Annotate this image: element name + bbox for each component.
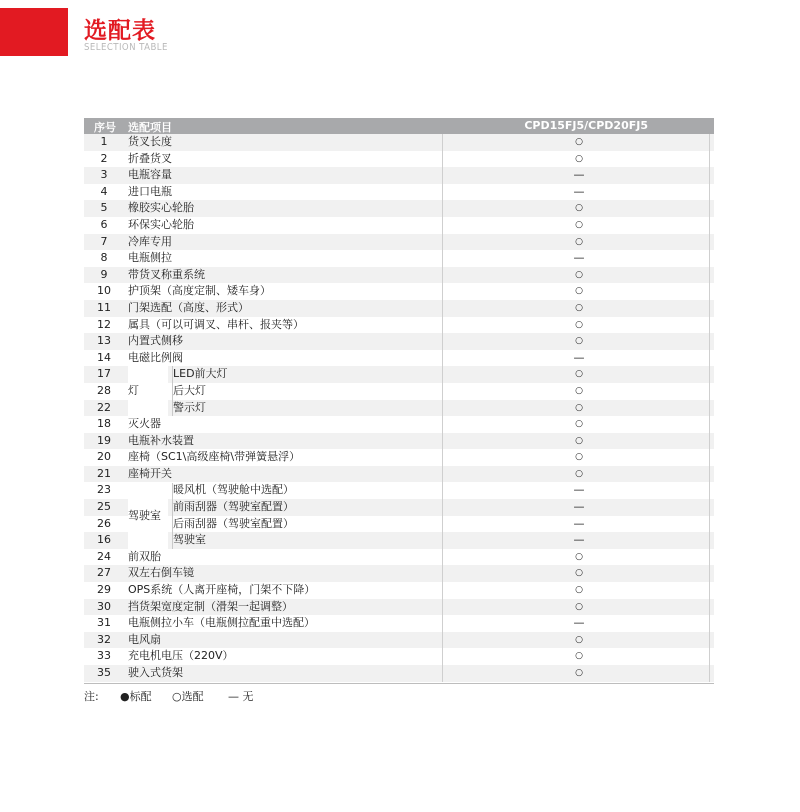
- row-item: 折叠货叉: [128, 151, 172, 165]
- row-item: 电瓶侧拉小车（电瓶侧拉配重中选配）: [128, 616, 315, 630]
- column-divider: [442, 250, 443, 267]
- row-number: 11: [97, 300, 111, 314]
- table-row: [84, 449, 714, 466]
- table-row: [84, 151, 714, 168]
- row-number: 18: [97, 417, 111, 431]
- row-value: ○: [575, 319, 583, 330]
- column-divider: [442, 167, 443, 184]
- row-number: 25: [97, 500, 111, 514]
- column-divider: [709, 234, 710, 251]
- column-divider: [442, 532, 443, 549]
- row-value: —: [573, 516, 585, 530]
- row-item: 暖风机（驾驶舱中选配）: [173, 483, 294, 497]
- row-item: 挡货架宽度定制（滑架一起调整）: [128, 599, 293, 613]
- row-item: LED前大灯: [173, 367, 228, 381]
- table-row: [84, 599, 714, 616]
- column-divider: [709, 200, 710, 217]
- row-number: 19: [97, 433, 111, 447]
- row-value: ○: [575, 419, 583, 430]
- column-divider: [709, 565, 710, 582]
- row-value: ○: [575, 634, 583, 645]
- row-item: 带货叉称重系统: [128, 267, 205, 281]
- table-row: [84, 433, 714, 450]
- column-divider: [709, 466, 710, 483]
- note-standard: ●标配: [120, 690, 152, 703]
- row-number: 14: [97, 350, 111, 364]
- row-value: ○: [575, 153, 583, 164]
- row-item: OPS系统（人离开座椅，门架不下降）: [128, 583, 316, 597]
- column-divider: [442, 549, 443, 566]
- row-item: 电风扇: [128, 632, 161, 646]
- column-divider: [709, 632, 710, 649]
- row-value: ○: [575, 302, 583, 313]
- column-divider: [709, 217, 710, 234]
- row-value: ○: [575, 468, 583, 479]
- row-value: ○: [575, 585, 583, 596]
- column-divider: [442, 200, 443, 217]
- column-divider: [442, 433, 443, 450]
- column-divider: [709, 549, 710, 566]
- column-divider: [442, 599, 443, 616]
- row-number: 10: [97, 284, 111, 298]
- row-item: 货叉长度: [128, 135, 172, 148]
- row-value: ○: [575, 336, 583, 347]
- table-row: [84, 200, 714, 217]
- row-value: ○: [575, 385, 583, 396]
- row-value: ○: [575, 601, 583, 612]
- column-divider: [442, 333, 443, 350]
- row-value: ○: [575, 236, 583, 247]
- row-value: ○: [575, 219, 583, 230]
- row-number: 24: [97, 549, 111, 563]
- column-divider: [709, 532, 710, 549]
- row-item: 座椅（SC1\高级座椅\带弹簧悬浮）: [128, 450, 301, 464]
- column-divider: [442, 350, 443, 367]
- table-row: [84, 167, 714, 184]
- group-label: 驾驶室: [128, 483, 168, 549]
- column-divider: [709, 648, 710, 665]
- row-value: ○: [575, 137, 583, 147]
- row-item: 环保实心轮胎: [128, 217, 194, 231]
- table-row: [84, 383, 714, 400]
- row-value: —: [573, 350, 585, 364]
- row-number: 30: [97, 599, 111, 613]
- column-divider: [442, 516, 443, 533]
- column-divider: [442, 499, 443, 516]
- row-value: ○: [575, 203, 583, 214]
- row-value: ○: [575, 402, 583, 413]
- row-item: 电瓶容量: [128, 168, 172, 182]
- row-value: —: [573, 616, 585, 630]
- row-number: 28: [97, 383, 111, 397]
- table-row: [84, 300, 714, 317]
- row-item: 内置式侧移: [128, 334, 183, 348]
- column-divider: [709, 300, 710, 317]
- column-divider: [709, 400, 710, 417]
- selection-table: [84, 118, 714, 682]
- table-row: [84, 333, 714, 350]
- row-item: 充电机电压（220V）: [128, 649, 234, 663]
- row-number: 4: [100, 184, 108, 198]
- row-number: 1: [100, 135, 108, 148]
- row-item: 电瓶侧拉: [128, 251, 172, 265]
- row-item: 座椅开关: [128, 466, 172, 480]
- row-value: ○: [575, 551, 583, 562]
- column-divider: [442, 565, 443, 582]
- table-row: [84, 250, 714, 267]
- table-row: [84, 632, 714, 649]
- column-divider: [709, 449, 710, 466]
- row-item: 门架选配（高度、形式）: [128, 300, 249, 314]
- group-divider: [172, 483, 173, 549]
- column-divider: [709, 482, 710, 499]
- row-value: —: [573, 500, 585, 514]
- column-divider: [709, 582, 710, 599]
- table-row: [84, 516, 714, 533]
- brand-color-block: [0, 8, 68, 56]
- header-model: CPD15FJ5/CPD20FJ5: [524, 119, 648, 132]
- row-number: 2: [100, 151, 108, 165]
- row-value: —: [573, 184, 585, 198]
- column-divider: [442, 416, 443, 433]
- table-row: [84, 582, 714, 599]
- row-value: ○: [575, 435, 583, 446]
- group-label: 灯: [128, 366, 168, 416]
- row-number: 26: [97, 516, 111, 530]
- row-number: 9: [100, 267, 108, 281]
- row-value: —: [573, 533, 585, 547]
- column-divider: [442, 383, 443, 400]
- column-divider: [442, 317, 443, 334]
- column-divider: [709, 151, 710, 168]
- column-divider: [442, 400, 443, 417]
- row-number: 5: [100, 201, 108, 215]
- row-value: ○: [575, 651, 583, 662]
- table-row: [84, 400, 714, 417]
- column-divider: [709, 615, 710, 632]
- row-number: 23: [97, 483, 111, 497]
- row-item: 后雨刮器（驾驶室配置）: [173, 516, 294, 530]
- table-row: [84, 565, 714, 582]
- row-number: 13: [97, 334, 111, 348]
- row-number: 29: [97, 583, 111, 597]
- row-item: 前双胎: [128, 549, 161, 563]
- row-value: ○: [575, 452, 583, 463]
- table-header: [84, 118, 714, 134]
- row-item: 后大灯: [173, 383, 206, 397]
- row-number: 17: [97, 367, 111, 381]
- column-divider: [442, 615, 443, 632]
- header-no: 序号: [94, 121, 116, 134]
- row-value: —: [573, 251, 585, 265]
- column-divider: [709, 499, 710, 516]
- row-item: 灭火器: [128, 417, 161, 431]
- row-item: 电瓶补水装置: [128, 433, 194, 447]
- page-subtitle: SELECTION TABLE: [84, 42, 168, 53]
- column-divider: [709, 366, 710, 383]
- row-item: 前雨刮器（驾驶室配置）: [173, 500, 294, 514]
- row-value: ○: [575, 369, 583, 380]
- column-divider: [709, 250, 710, 267]
- row-item: 冷库专用: [128, 234, 172, 248]
- row-number: 3: [100, 168, 108, 182]
- column-divider: [442, 665, 443, 682]
- header-item: 选配项目: [128, 121, 172, 134]
- table-row: [84, 134, 714, 151]
- row-item: 进口电瓶: [128, 184, 172, 198]
- row-value: ○: [575, 568, 583, 579]
- table-row: [84, 532, 714, 549]
- table-row: [84, 184, 714, 201]
- page-title: 选配表: [84, 18, 156, 44]
- column-divider: [709, 134, 710, 151]
- column-divider: [442, 449, 443, 466]
- column-divider: [442, 217, 443, 234]
- column-divider: [442, 267, 443, 284]
- row-number: 22: [97, 400, 111, 414]
- table-row: [84, 267, 714, 284]
- column-divider: [442, 582, 443, 599]
- column-divider: [709, 599, 710, 616]
- column-divider: [709, 350, 710, 367]
- table-row: [84, 416, 714, 433]
- row-value: ○: [575, 269, 583, 280]
- note-none: — 无: [228, 690, 254, 703]
- column-divider: [709, 283, 710, 300]
- table-row: [84, 217, 714, 234]
- row-value: —: [573, 168, 585, 182]
- column-divider: [709, 184, 710, 201]
- row-item: 属具（可以可调叉、串杆、报夹等）: [128, 317, 304, 331]
- column-divider: [709, 167, 710, 184]
- table-row: [84, 234, 714, 251]
- table-row: [84, 366, 714, 383]
- column-divider: [442, 466, 443, 483]
- table-bottom-line: [84, 683, 714, 684]
- row-value: ○: [575, 286, 583, 297]
- table-row: [84, 466, 714, 483]
- column-divider: [709, 267, 710, 284]
- table-body: [84, 134, 714, 682]
- row-item: 电磁比例阀: [128, 350, 183, 364]
- table-row: [84, 317, 714, 334]
- column-divider: [709, 516, 710, 533]
- row-value: —: [573, 483, 585, 497]
- column-divider: [442, 300, 443, 317]
- column-divider: [709, 383, 710, 400]
- column-divider: [442, 482, 443, 499]
- row-number: 16: [97, 533, 111, 547]
- column-divider: [442, 234, 443, 251]
- row-number: 7: [100, 234, 108, 248]
- table-row: [84, 665, 714, 682]
- table-row: [84, 499, 714, 516]
- column-divider: [442, 283, 443, 300]
- row-number: 6: [100, 217, 108, 231]
- note-label: 注:: [84, 690, 99, 703]
- row-item: 护顶架（高度定制、矮车身）: [128, 284, 271, 298]
- column-divider: [442, 151, 443, 168]
- row-number: 32: [97, 632, 111, 646]
- note-optional: ○选配: [172, 690, 204, 703]
- column-divider: [442, 134, 443, 151]
- column-divider: [442, 366, 443, 383]
- column-divider: [709, 317, 710, 334]
- row-number: 21: [97, 466, 111, 480]
- table-row: [84, 283, 714, 300]
- row-item: 驶入式货架: [128, 666, 183, 679]
- row-number: 35: [97, 666, 111, 679]
- row-number: 20: [97, 450, 111, 464]
- column-divider: [442, 648, 443, 665]
- table-row: [84, 549, 714, 566]
- column-divider: [709, 665, 710, 682]
- row-item: 驾驶室: [173, 533, 206, 547]
- row-item: 警示灯: [173, 400, 206, 414]
- column-divider: [442, 632, 443, 649]
- column-divider: [709, 416, 710, 433]
- table-row: [84, 482, 714, 499]
- table-row: [84, 615, 714, 632]
- row-number: 31: [97, 616, 111, 630]
- row-number: 8: [100, 251, 108, 265]
- row-value: ○: [575, 668, 583, 678]
- row-item: 双左右倒车镜: [128, 566, 194, 580]
- table-row: [84, 350, 714, 367]
- row-number: 33: [97, 649, 111, 663]
- row-number: 27: [97, 566, 111, 580]
- table-row: [84, 648, 714, 665]
- row-item: 橡胶实心轮胎: [128, 201, 194, 215]
- column-divider: [709, 333, 710, 350]
- column-divider: [442, 184, 443, 201]
- group-divider: [172, 366, 173, 416]
- row-number: 12: [97, 317, 111, 331]
- column-divider: [709, 433, 710, 450]
